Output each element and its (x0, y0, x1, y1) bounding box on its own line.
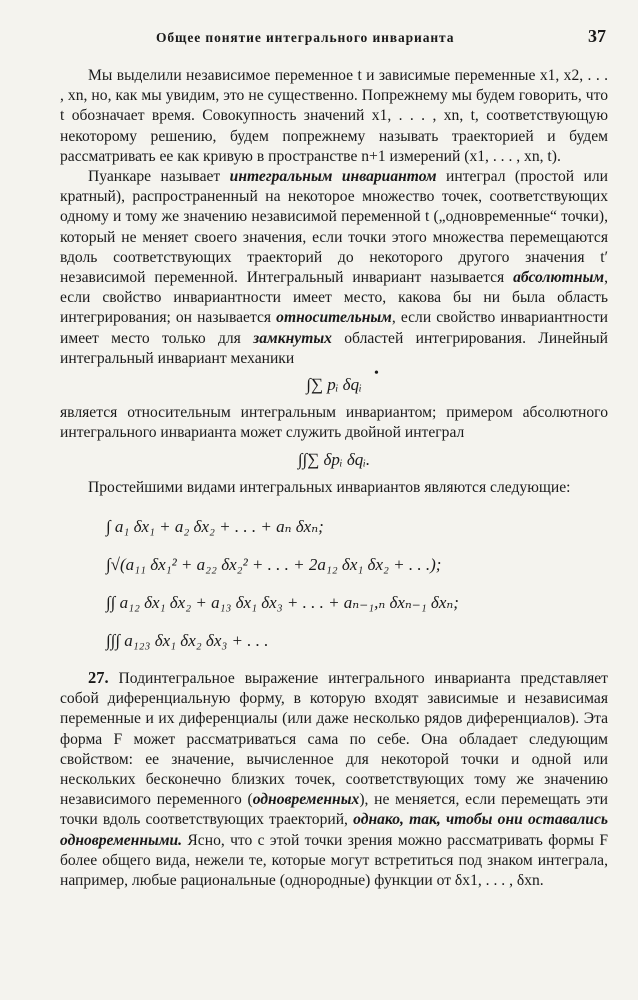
term-absolute: абсолютным (513, 269, 605, 287)
formula-triple-sum: ∫∫∫ a₁₂₃ δx₁ δx₂ δx₃ + . . . (106, 631, 269, 651)
text-run: , если свойство инвариантности имеет место только для (60, 309, 608, 347)
paragraph-simplest-types: Простейшими видами интегральных инвариантов являются следующие: (88, 478, 571, 496)
formula-linear-invariant: ∫∑ pᵢ δqᵢ (306, 375, 362, 395)
print-speck-mark: • (374, 366, 379, 381)
paragraph-definition (60, 167, 608, 369)
section-27 (60, 668, 608, 891)
term-remain-simultaneous: однако, так, чтобы они оставались одновременными. (60, 811, 608, 849)
page-body (60, 66, 608, 891)
text-run: интеграл (простой или кратный), распространенный на некоторое множество точек, соответствующих одному и тому же значению независимой переменной t („одновременные“ точки), который не меняет своего значения, если точки этого множества перемещаются вдоль соответствующих траекторий до некоторого другого значения t′ независимой переменной. Интегральный инвариант называется (60, 168, 608, 287)
text-run: ), не меняется, если перемещать эти точки вдоль соответствующих траекторий, (60, 791, 608, 829)
page-number: 37 (588, 26, 606, 46)
term-closed: замкнутых (253, 329, 332, 347)
paragraph-trajectory: Мы выделили независимое переменное t и зависимые переменные x1, x2, . . . , xn, но, как мы увидим, это не существенно. Попрежнему мы будем говорить, что t обозначает время. Совокупность значений x1, . . . , xn, t, соответствующую некоторому решению, будем попрежнему называть траекторией и будем рассматривать ее как кривую в пространстве n+1 измерений (x1, . . . , xn, t). (60, 67, 608, 165)
text-run: Ясно, что с этой точки зрения можно рассматривать формы F более общего вида, нежели те, которые могут встретиться под знаком интеграла, например, любые рациональные (однородные) функции от δx1, . . . , δxn. (60, 831, 608, 890)
section-number: 27. (88, 668, 109, 688)
text-run: Пуанкаре называет (88, 168, 230, 186)
running-head: Общее понятие интегрального инварианта (156, 30, 455, 45)
formula-sqrt-integral: ∫√(a₁₁ δx₁² + a₂₂ δx₂² + . . . + 2a₁₂ δx₁ δx₂ + . . .); (106, 555, 442, 575)
term-integral-invariant: интегральным инвариантом (229, 168, 437, 186)
formula-double-integral: ∫∫∑ δpᵢ δqᵢ. (297, 449, 371, 469)
page-header (60, 26, 608, 50)
paragraph-example: является относительным интегральным инвариантом; примером абсолютного интегрального инварианта может служить двойной интеграл (60, 404, 608, 442)
formula-list (106, 508, 608, 660)
term-relative: относительным (276, 309, 392, 327)
formula-double-sum: ∫∫ a₁₂ δx₁ δx₂ + a₁₃ δx₁ δx₃ + . . . + aₙ₋₁,ₙ δxₙ₋₁ δxₙ; (106, 593, 459, 613)
text-run: Подинтегральное выражение интегрального инварианта представляет собой диференциальную форму, в которую входят зависимые и независимая переменные и их диференциалы (или даже несколько рядов диференциалов). Эта форма F может рассматриваться сама по себе. Она обладает следующим свойством: ее значение, вычисленное для некоторой точки и одной или нескольких бесконечно близких точек, соответствующих тому же значению независимого переменного ( (60, 670, 608, 809)
formula-simple-integral: ∫ a₁ δx₁ + a₂ δx₂ + . . . + aₙ δxₙ; (106, 517, 324, 537)
text-run: областей интегрирования. Линейный интегральный инвариант механики (60, 329, 609, 367)
text-run: , если свойство инвариантности имеет место, какова бы ни была область интегрирования; он называется (60, 269, 608, 327)
term-simultaneous: одновременных (252, 791, 360, 809)
